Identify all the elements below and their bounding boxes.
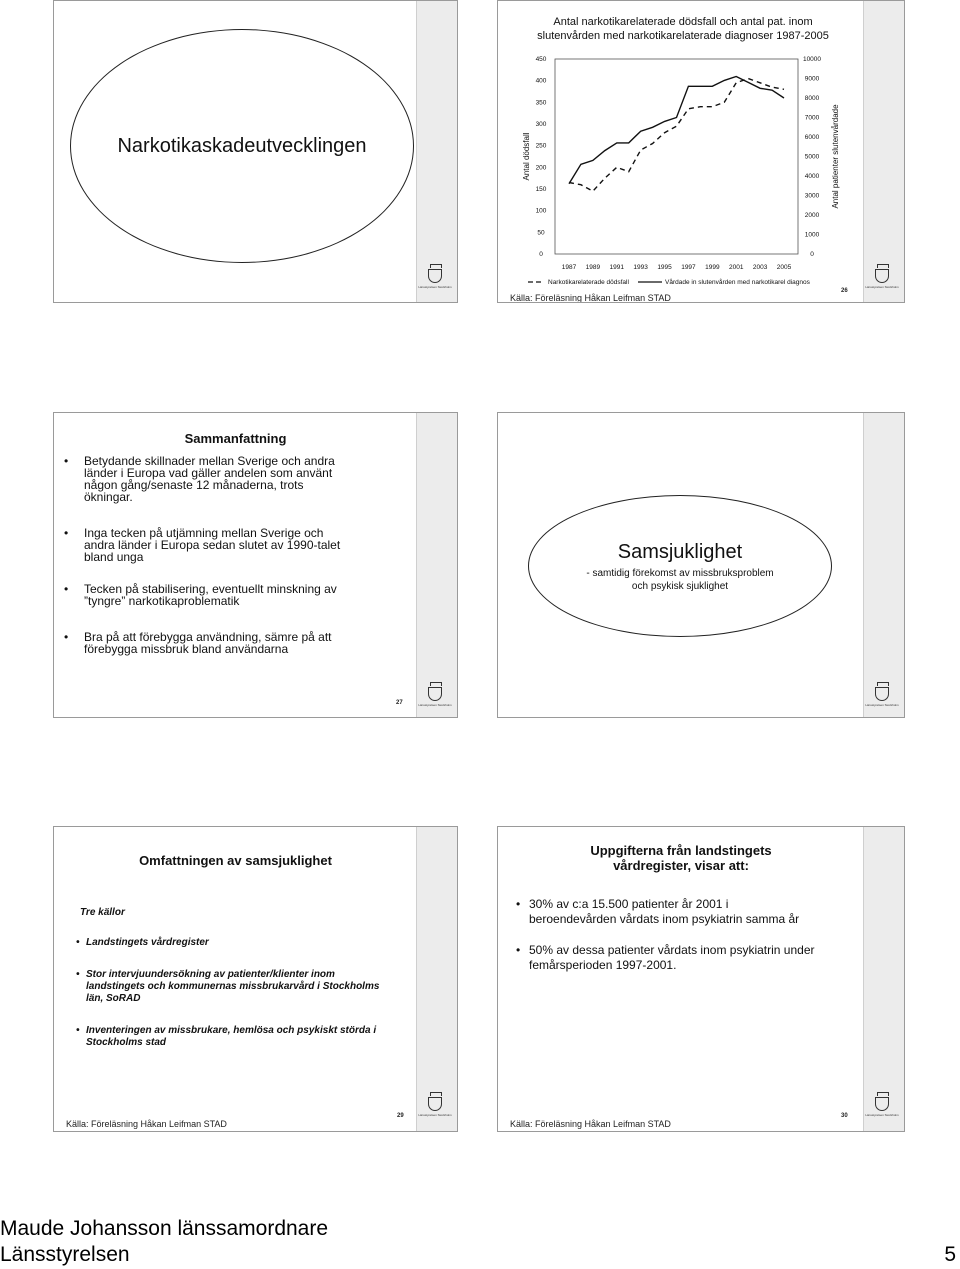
y2-tick-label: 0 — [810, 251, 814, 258]
slide-30-number: 30 — [841, 1113, 848, 1119]
death-care-chart — [498, 11, 843, 301]
slide-27-bullets-a — [64, 455, 354, 503]
y2-tick-label: 10000 — [802, 56, 822, 63]
slide-30-title — [498, 843, 864, 873]
y-tick-label: 350 — [535, 99, 547, 107]
slide-29-title: Omfattningen av samsjuklighet — [139, 853, 332, 868]
y-axis-label: Antal dödsfall — [522, 132, 531, 181]
x-tick-label: 1995 — [657, 264, 672, 271]
y-tick-label: 450 — [535, 56, 547, 63]
slide-28-subtitle-line1: - samtidig förekomst av missbruksproblem — [586, 567, 774, 579]
chart-title-line2: slutenvården med narkotikarelaterade diagnoser 1987-2005 — [537, 30, 829, 42]
x-tick-label: 2003 — [752, 264, 768, 271]
slide-25 — [53, 0, 458, 303]
crest-icon: Länsstyrelsen Stockholm — [872, 263, 892, 295]
y2-tick-label: 7000 — [804, 114, 820, 122]
crest-icon: Länsstyrelsen Stockholm — [872, 681, 892, 713]
legend-label-deaths: Narkotikarelaterade dödsfall — [548, 279, 629, 286]
slide-29-bullet: • Landstingets vårdregister — [76, 937, 386, 949]
slide-26-number: 26 — [841, 288, 848, 294]
y2-tick-label: 1000 — [804, 231, 820, 239]
slide-28-sidebar — [863, 413, 904, 717]
slide-27 — [53, 412, 458, 718]
slide-29-intro: Tre källor — [80, 907, 125, 918]
slide-30-bullet: • 50% av dessa patienter vårdats inom psykiatrin under femårsperioden 1997-2001. — [516, 943, 816, 973]
series-line-2 — [569, 77, 784, 184]
y-tick-label: 400 — [535, 77, 547, 85]
slide-30-source: Källa: Föreläsning Håkan Leifman STAD — [510, 1119, 671, 1129]
slide-26-source: Källa: Föreläsning Håkan Leifman STAD — [510, 293, 671, 303]
y-tick-label: 250 — [535, 142, 547, 150]
slide-29-sidebar — [416, 827, 457, 1131]
slide-27-bullet: • Tecken på stabilisering, eventuellt minskning av ”tyngre” narkotikaproblematik — [64, 583, 354, 607]
chart-title-line1: Antal narkotikarelaterade dödsfall och antal pat. inom — [553, 16, 813, 28]
slide-28-title-oval — [528, 495, 832, 637]
y2-tick-label: 8000 — [804, 95, 820, 102]
slide-29-number: 29 — [397, 1113, 404, 1119]
footer-author: Maude Johansson länssamordnare — [0, 1217, 329, 1240]
x-tick-label: 2005 — [776, 264, 792, 271]
slide-28-title: Samsjuklighet — [617, 540, 743, 563]
slide-30 — [497, 826, 905, 1132]
slide-27-title: Sammanfattning — [184, 431, 287, 446]
slide-29-bullets — [76, 937, 386, 1049]
y2-tick-label: 2000 — [804, 212, 820, 219]
series-line-1 — [569, 79, 784, 192]
slide-27-sidebar — [416, 413, 457, 717]
slide-26-sidebar — [863, 1, 904, 302]
slide-29-bullet: • Stor intervjuundersökning av patienter/klienter inom landstingets och kommunernas missbrukarvård i Stockholms län, SoRAD — [76, 969, 386, 1005]
y-tick-label: 300 — [535, 121, 547, 128]
legend-label-care: Vårdade in slutenvården med narkotikarel diagnos — [665, 279, 810, 286]
y-tick-label: 50 — [537, 229, 545, 237]
footer-org: Länsstyrelsen — [0, 1243, 130, 1266]
slide-30-bullet: • 30% av c:a 15.500 patienter år 2001 i beroendevården vårdats inom psykiatrin samma år — [516, 897, 816, 927]
slide-30-title-line2: vårdregister, visar att: — [613, 858, 749, 873]
crest-icon: Länsstyrelsen Stockholm — [872, 1091, 892, 1123]
crest-icon: Länsstyrelsen Stockholm — [425, 681, 445, 713]
slide-25-sidebar — [416, 1, 457, 302]
y2-tick-label: 6000 — [804, 134, 820, 141]
x-tick-label: 1993 — [633, 264, 648, 271]
crest-icon: Länsstyrelsen Stockholm — [425, 1091, 445, 1123]
slide-29 — [53, 826, 458, 1132]
slide-25-title-oval — [70, 29, 414, 263]
x-tick-label: 1997 — [681, 264, 696, 271]
slide-27-bullets-c — [64, 631, 354, 655]
y2-tick-label: 5000 — [804, 153, 820, 161]
x-tick-label: 2001 — [728, 264, 744, 271]
x-tick-label: 1999 — [705, 264, 720, 271]
slide-25-title: Narkotikaskadeutvecklingen — [117, 134, 367, 157]
y2-tick-label: 3000 — [804, 192, 820, 200]
crest-icon: Länsstyrelsen Stockholm — [425, 263, 445, 295]
y-tick-label: 200 — [535, 164, 547, 172]
slide-27-bullet: • Betydande skillnader mellan Sverige och andra länder i Europa vad gäller andelen som använt någon gång/senaste 12 månaderna, trots ökningar. — [64, 455, 354, 503]
footer-page: 5 — [944, 1243, 956, 1266]
x-tick-label: 1989 — [585, 264, 601, 271]
y-tick-label: 150 — [535, 186, 547, 193]
slide-30-sidebar — [863, 827, 904, 1131]
slide-30-bullets — [516, 897, 816, 973]
slide-28-subtitle-line2: och psykisk sjuklighet — [631, 580, 729, 592]
slide-27-number: 27 — [396, 700, 403, 706]
slide-27-bullet: • Inga tecken på utjämning mellan Sverige och andra länder i Europa sedan slutet av 1990-talet bland unga — [64, 527, 354, 563]
slide-29-source: Källa: Föreläsning Håkan Leifman STAD — [66, 1119, 227, 1129]
x-tick-label: 1991 — [609, 264, 625, 271]
slide-29-bullet: • Inventeringen av missbrukare, hemlösa och psykiskt störda i Stockholms stad — [76, 1025, 386, 1049]
y-tick-label: 100 — [535, 207, 547, 215]
y-tick-label: 0 — [539, 251, 543, 258]
y2-tick-label: 9000 — [804, 75, 820, 83]
slide-27-bullets-b — [64, 527, 354, 607]
slide-26 — [497, 0, 905, 303]
y2-tick-label: 4000 — [804, 173, 820, 180]
slide-30-title-line1: Uppgifterna från landstingets — [590, 843, 772, 858]
x-tick-label: 1987 — [561, 264, 577, 271]
slide-28 — [497, 412, 905, 718]
slide-27-bullet: • Bra på att förebygga användning, sämre på att förebygga missbruk bland användarna — [64, 631, 354, 655]
y2-axis-label: Antal patienter slutenvårdade — [831, 104, 840, 209]
